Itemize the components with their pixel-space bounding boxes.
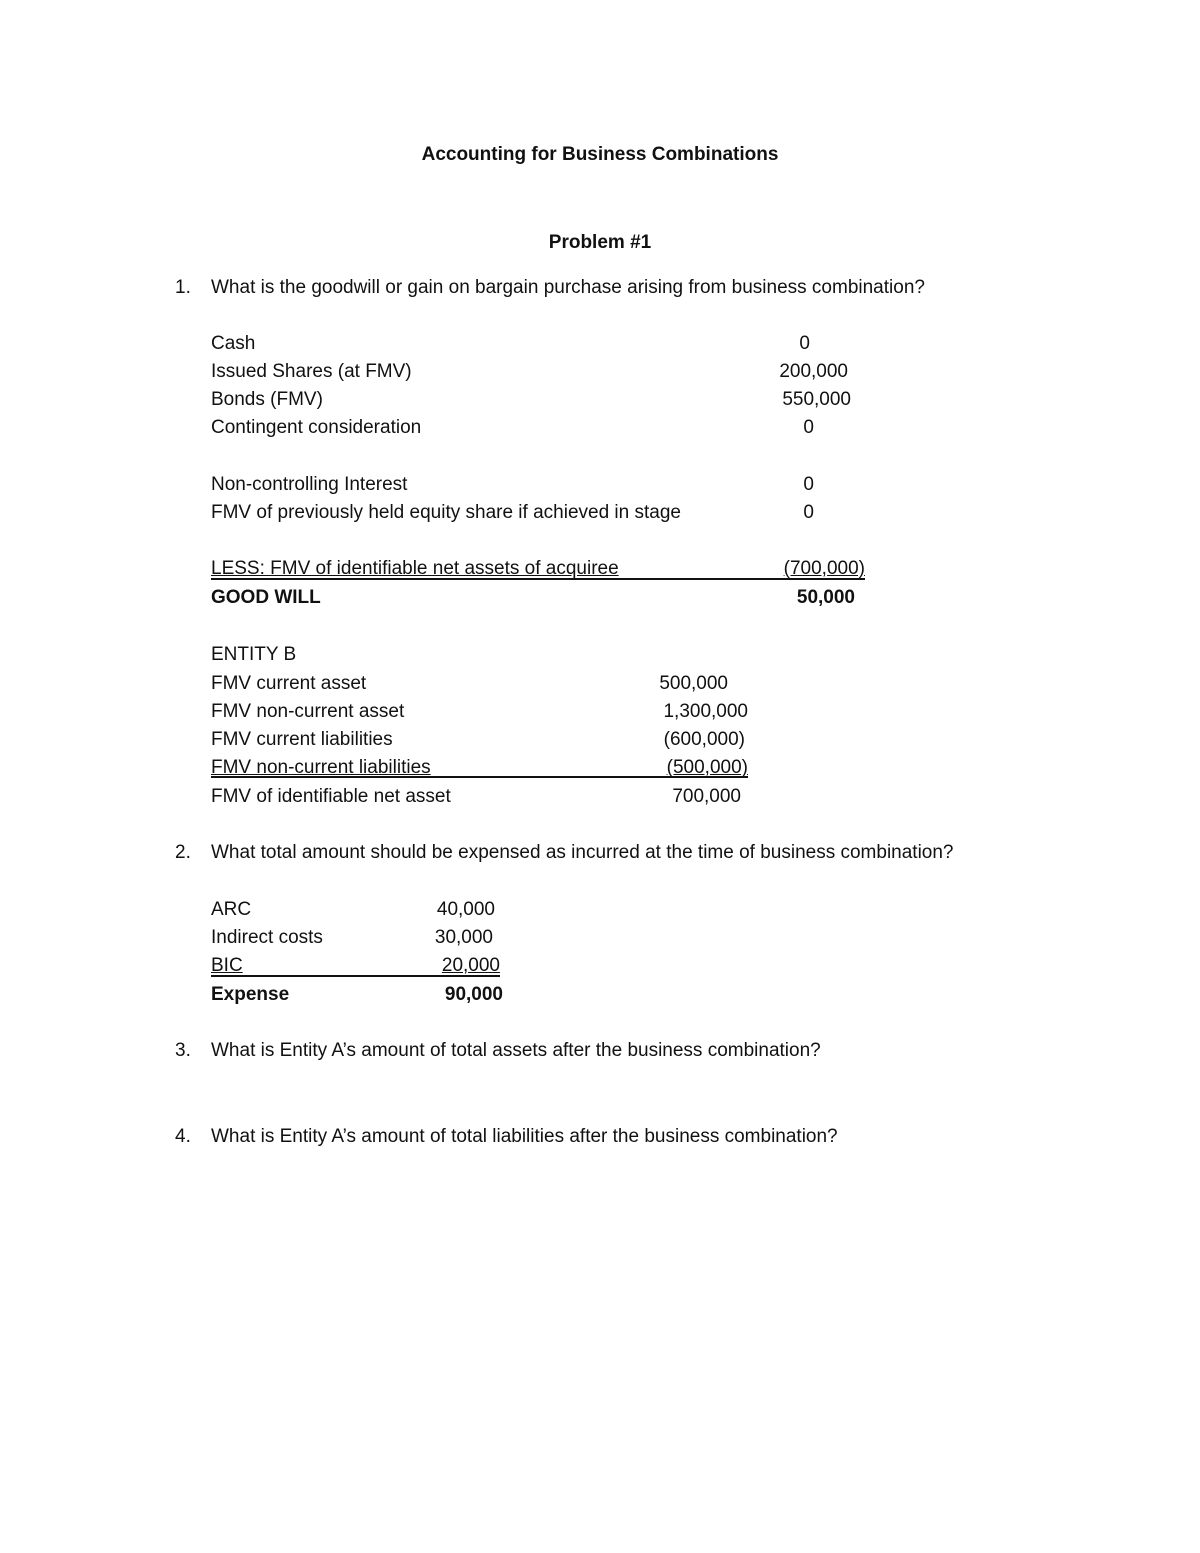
indirect-costs-value: 30,000 — [434, 927, 493, 948]
question-2-number: 2. — [175, 842, 191, 863]
contingent-consideration-label: Contingent consideration — [211, 417, 422, 438]
cash-label: Cash — [211, 333, 256, 354]
issued-shares-value: 200,000 — [779, 361, 848, 382]
bic-label: BIC — [211, 955, 243, 976]
less-fmv-label: LESS: FMV of identifiable net assets of acquiree — [211, 558, 619, 579]
question-3-number: 3. — [175, 1040, 191, 1061]
entity-b-heading: ENTITY B — [211, 644, 297, 665]
bic-value: 20,000 — [441, 955, 500, 976]
less-fmv-value: (700,000) — [783, 558, 865, 579]
question-1-number: 1. — [175, 277, 191, 298]
non-current-liabilities-label: FMV non-current liabilities — [211, 757, 431, 778]
question-1-text: What is the goodwill or gain on bargain purchase arising from business combination? — [211, 277, 925, 298]
issued-shares-label: Issued Shares (at FMV) — [211, 361, 412, 382]
current-liabilities-value: (600,000) — [663, 729, 745, 750]
arc-value: 40,000 — [436, 899, 495, 920]
net-asset-label: FMV of identifiable net asset — [211, 786, 451, 807]
arc-label: ARC — [211, 899, 252, 920]
question-4-text: What is Entity A’s amount of total liabilities after the business combination? — [211, 1126, 838, 1147]
question-3-text: What is Entity A’s amount of total assets after the business combination? — [211, 1040, 821, 1061]
contingent-consideration-value: 0 — [803, 417, 814, 438]
goodwill-label: GOOD WILL — [211, 587, 321, 608]
nci-value: 0 — [803, 474, 814, 495]
problem-heading: Problem #1 — [548, 232, 652, 253]
previously-held-value: 0 — [803, 502, 814, 523]
goodwill-value: 50,000 — [796, 587, 855, 608]
expense-label: Expense — [211, 984, 290, 1005]
expense-rule — [211, 975, 500, 977]
net-asset-value: 700,000 — [672, 786, 741, 807]
question-2-text: What total amount should be expensed as incurred at the time of business combination? — [211, 842, 954, 863]
question-4-number: 4. — [175, 1126, 191, 1147]
nci-label: Non-controlling Interest — [211, 474, 408, 495]
current-asset-label: FMV current asset — [211, 673, 367, 694]
document-title: Accounting for Business Combinations — [421, 144, 779, 165]
previously-held-label: FMV of previously held equity share if achieved in stage — [211, 502, 681, 523]
entity-b-rule — [211, 776, 748, 778]
bonds-label: Bonds (FMV) — [211, 389, 323, 410]
indirect-costs-label: Indirect costs — [211, 927, 323, 948]
non-current-liabilities-value: (500,000) — [666, 757, 748, 778]
current-liabilities-label: FMV current liabilities — [211, 729, 393, 750]
non-current-asset-value: 1,300,000 — [663, 701, 748, 722]
cash-value: 0 — [799, 333, 810, 354]
bonds-value: 550,000 — [782, 389, 851, 410]
expense-value: 90,000 — [444, 984, 503, 1005]
non-current-asset-label: FMV non-current asset — [211, 701, 405, 722]
current-asset-value: 500,000 — [659, 673, 728, 694]
less-fmv-rule — [211, 578, 865, 580]
